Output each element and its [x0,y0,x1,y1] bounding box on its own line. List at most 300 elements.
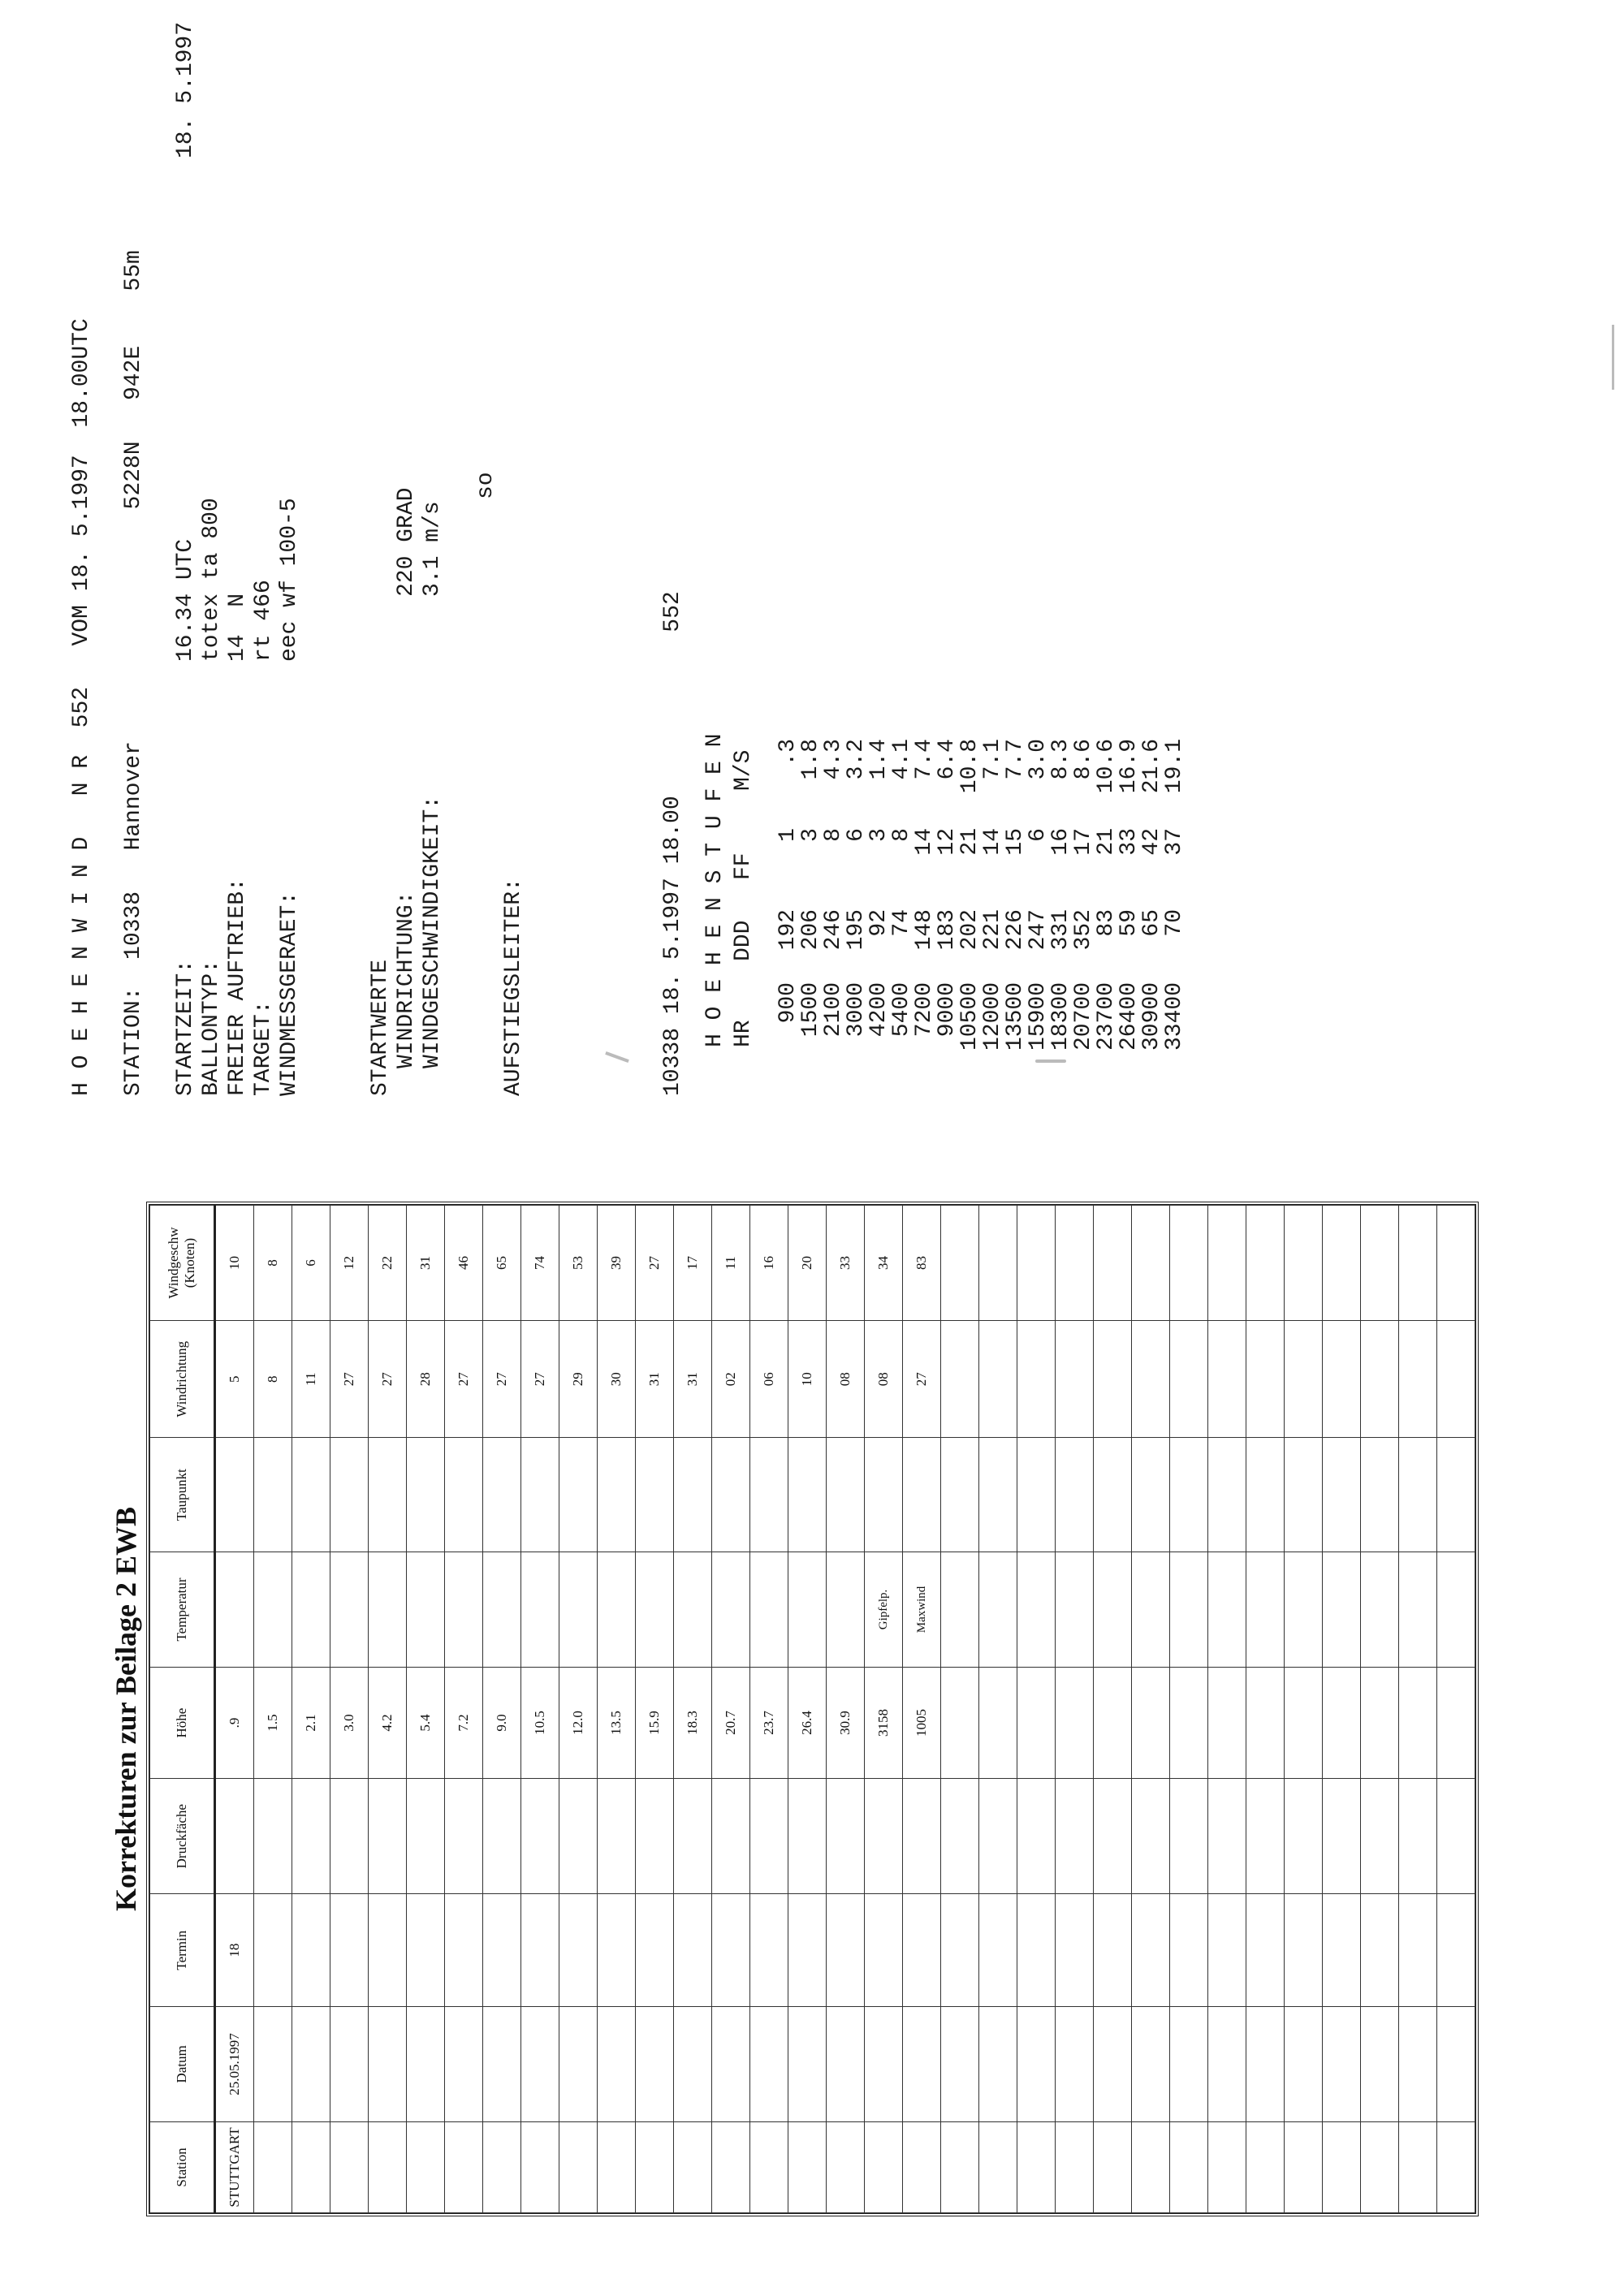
table-cell [445,1778,483,1893]
table-cell: 29 [559,1320,598,1437]
aufstiegsleiter-label: AUFSTIEGSLEITER: [501,878,526,1096]
table-cell: 83 [903,1206,941,1321]
table-cell [598,1894,636,2006]
table-cell [1094,2121,1132,2212]
table-cell [1361,1778,1399,1893]
table-cell [483,2006,521,2121]
table-cell [1323,1206,1361,1321]
table-cell: 31 [407,1206,445,1321]
table-cell: 27 [521,1320,559,1437]
table-row [1132,1206,1170,2213]
table-cell [483,2121,521,2212]
table-cell [1437,1894,1475,2006]
hoehenstufen-cell: 206 [798,909,823,951]
hoehenwind-printout [69,0,1206,1096]
table-cell: 8 [254,1320,292,1437]
hoehenstufen-title: H O E H E N S T U F E N [702,733,728,1047]
table-cell [1285,1778,1323,1893]
table-cell [1208,1438,1246,1552]
table-cell [1361,1552,1399,1667]
table-cell [1323,2121,1361,2212]
table-cell [598,1778,636,1893]
table-cell [636,2006,674,2121]
correction-table [149,1205,1475,2213]
table-cell: 27 [330,1320,369,1437]
table-cell: 10.5 [521,1668,559,1779]
table-cell [1399,2121,1437,2212]
table-cell [483,1894,521,2006]
table-row [636,1206,674,2213]
hoehenstufen-cell: 3 [798,828,823,842]
table-cell [1017,1778,1056,1893]
table-cell [1323,1552,1361,1667]
table-cell [521,1778,559,1893]
table-cell: 2.1 [292,1668,330,1779]
table-row [254,1206,292,2213]
hoehenstufen-cell: 83 [1094,909,1119,937]
table-cell [1017,1668,1056,1779]
table-row [827,1206,865,2213]
table-cell [1246,1778,1285,1893]
table-cell: 27 [483,1320,521,1437]
table-cell [1437,1668,1475,1779]
table-cell: .9 [215,1668,254,1779]
table-cell [750,2121,788,2212]
hoehenstufen-cell: 148 [912,909,937,951]
table-cell [521,2006,559,2121]
table-cell [292,1778,330,1893]
table-cell [407,2121,445,2212]
table-row [1208,1206,1246,2213]
table-cell [1094,1552,1132,1667]
table-cell [445,1552,483,1667]
table-cell [827,2121,865,2212]
table-cell [330,1778,369,1893]
table-cell: 3158 [865,1668,903,1779]
table-cell: 11 [292,1320,330,1437]
table-cell [1361,1320,1399,1437]
table-cell [369,1778,407,1893]
table-cell [521,1438,559,1552]
table-cell: 5.4 [407,1668,445,1779]
printout-field-value: eec wf 100-5 [277,498,302,662]
table-row [903,1206,941,2213]
table-cell [1094,1206,1132,1321]
table-cell [674,1438,712,1552]
table-cell [865,1778,903,1893]
table-row [559,1206,598,2213]
table-cell [750,1552,788,1667]
table-row [865,1206,903,2213]
hoehenstufen-cell: 6.4 [935,739,960,780]
table-row [407,1206,445,2213]
table-cell [712,2121,750,2212]
table-cell [827,1552,865,1667]
hoehenstufen-cell: 4200 [866,982,892,1038]
hoehenstufen-cell: 74 [889,909,914,937]
table-cell [1017,2006,1056,2121]
table-cell [1246,1320,1285,1437]
table-cell [254,1552,292,1667]
table-cell [979,1320,1017,1437]
table-cell [292,2121,330,2212]
hoehenstufen-cell: 23700 [1094,982,1119,1051]
correction-table-frame [146,1202,1479,2216]
hoehenstufen-cell: 6 [1026,828,1051,842]
table-cell [1094,1668,1132,1779]
table-cell [1094,1894,1132,2006]
table-cell [979,1894,1017,2006]
table-cell: 3.0 [330,1668,369,1779]
hoehenstufen-cell: 37 [1162,828,1187,856]
table-cell [788,1552,827,1667]
table-cell: 1.5 [254,1668,292,1779]
table-cell [521,1552,559,1667]
table-cell [1132,1778,1170,1893]
table-cell [330,2121,369,2212]
table-cell [865,1894,903,2006]
table-row [521,1206,559,2213]
table-cell [407,1778,445,1893]
table-cell [369,1552,407,1667]
printout-field-label: TARGET: [251,1000,276,1096]
table-cell: 74 [521,1206,559,1321]
table-cell [1285,1320,1323,1437]
hoehenstufen-cell: 183 [935,909,960,951]
hoehenstufen-cell: 42 [1139,828,1164,856]
table-cell [979,1438,1017,1552]
table-cell [636,2121,674,2212]
table-cell [215,1438,254,1552]
table-cell [941,2006,979,2121]
hoehenstufen-cell: 3000 [844,982,869,1038]
table-cell [1399,1778,1437,1893]
table-cell [979,2006,1017,2121]
table-cell [827,1438,865,1552]
table-cell [636,1438,674,1552]
scan-artifact [1612,325,1614,390]
table-cell [1208,1894,1246,2006]
table-row [1056,1206,1094,2213]
table-cell [1361,2006,1399,2121]
table-cell [788,1778,827,1893]
table-cell [445,1438,483,1552]
table-row [369,1206,407,2213]
table-cell [1323,1668,1361,1779]
table-cell [903,1438,941,1552]
table-cell [1208,1552,1246,1667]
table-cell [1094,1438,1132,1552]
table-cell [827,1778,865,1893]
table-row [1399,1206,1437,2213]
table-cell [1017,1206,1056,1321]
table-cell: 23.7 [750,1668,788,1779]
table-cell: 7.2 [445,1668,483,1779]
table-cell: 27 [369,1320,407,1437]
hoehenstufen-cell: 352 [1071,909,1096,951]
table-cell [445,2006,483,2121]
table-row [445,1206,483,2213]
hoehenstufen-cell: 7200 [912,982,937,1038]
aufstiegsleiter-value: so [473,472,499,499]
table-cell [1437,1206,1475,1321]
table-cell [1361,1894,1399,2006]
hoehenstufen-cell: 246 [821,909,846,951]
table-cell: 02 [712,1320,750,1437]
table-header-cell: Station [150,2121,215,2212]
table-cell [369,1438,407,1552]
table-cell [1132,1206,1170,1321]
table-cell [1399,1438,1437,1552]
table-cell [1132,2006,1170,2121]
table-cell: 25.05.1997 [215,2006,254,2121]
table-cell [1323,1894,1361,2006]
hoehenstufen-cell: 3 [866,828,892,842]
table-cell [979,1552,1017,1667]
table-cell [1208,1668,1246,1779]
table-cell [1437,1552,1475,1667]
table-cell [1361,2121,1399,2212]
table-row [941,1206,979,2213]
table-cell [941,1438,979,1552]
startwerte-label: STARTWERTE [368,959,393,1096]
hoehenstufen-cell: 195 [844,909,869,951]
column-header: DDD [731,920,756,961]
hoehenstufen-cell: 19.1 [1162,739,1187,794]
hoehenstufen-cell: 16 [1048,828,1073,856]
table-cell [1132,1438,1170,1552]
table-cell [1323,1778,1361,1893]
column-header: M/S [731,749,756,791]
table-cell: 1005 [903,1668,941,1779]
table-cell [292,1894,330,2006]
hoehenstufen-cell: 900 [775,982,801,1024]
table-cell [1323,1320,1361,1437]
printout-field-label: FREIER AUFTRIEB: [225,878,250,1096]
table-cell [1208,1320,1246,1437]
hoehenstufen-cell: 14 [912,828,937,856]
column-header: HR [731,1020,756,1047]
table-cell [1017,1320,1056,1437]
table-cell: 30 [598,1320,636,1437]
windgeschw-label: WINDGESCHWINDIGKEIT: [420,795,445,1068]
table-cell [903,2121,941,2212]
table-cell [1285,2121,1323,2212]
table-row [1437,1206,1475,2213]
hoehenstufen-cell: 3.0 [1026,739,1051,780]
table-cell [1094,1778,1132,1893]
table-cell: 46 [445,1206,483,1321]
table-row [712,1206,750,2213]
table-cell [254,1438,292,1552]
hoehenstufen-cell: 30900 [1139,982,1164,1051]
table-cell [1017,1552,1056,1667]
table-cell [1208,1206,1246,1321]
table-cell [1399,1320,1437,1437]
table-header-cell: Datum [150,2006,215,2121]
column-header: FF [731,852,756,880]
table-cell: 31 [674,1320,712,1437]
table-cell [1056,2006,1094,2121]
table-cell [559,1438,598,1552]
hoehenstufen-cell: 13500 [1003,982,1028,1051]
windrichtung-value: 220 GRAD [394,487,419,597]
table-cell [1323,2006,1361,2121]
hoehenstufen-cell: 21.6 [1139,739,1164,794]
hoehenstufen-cell: 15900 [1026,982,1051,1051]
table-cell [254,1894,292,2006]
table-row [598,1206,636,2213]
table-cell [330,2006,369,2121]
table-cell [941,1206,979,1321]
hoehenstufen-cell: 10500 [957,982,983,1051]
table-cell: 39 [598,1206,636,1321]
printout-field-label: WINDMESSGERAET: [277,891,302,1096]
printout-field-value: 16.34 UTC [173,538,198,662]
table-cell [1285,2006,1323,2121]
table-cell [1056,1552,1094,1667]
hoehenstufen-cell: 226 [1003,909,1028,951]
table-cell [598,2006,636,2121]
table-cell [941,1778,979,1893]
table-cell [674,2121,712,2212]
printout-field-extra: 18. 5.1997 [173,21,198,158]
table-row [1170,1206,1208,2213]
hoehenstufen-cell: 6 [844,828,869,842]
table-cell [1399,1894,1437,2006]
table-cell [1361,1438,1399,1552]
table-row [979,1206,1017,2213]
report-line: 10338 18. 5.1997 18.00 552 [660,591,685,1096]
hoehenstufen-cell: 12 [935,828,960,856]
hoehenstufen-cell: 12000 [980,982,1005,1051]
table-row [330,1206,369,2213]
table-cell [712,1894,750,2006]
table-cell [979,2121,1017,2212]
table-cell: 18 [215,1894,254,2006]
table-header-cell: Druckfäche [150,1778,215,1893]
table-cell [1285,1438,1323,1552]
table-cell: 08 [865,1320,903,1437]
table-cell [712,2006,750,2121]
hoehenstufen-cell: 16.9 [1116,739,1142,794]
table-cell [636,1778,674,1893]
table-cell: 27 [445,1320,483,1437]
table-header-cell: Taupunkt [150,1438,215,1552]
table-cell [750,1778,788,1893]
table-cell [598,1438,636,1552]
table-cell: 12.0 [559,1668,598,1779]
windrichtung-label: WINDRICHTUNG: [394,891,419,1068]
table-cell [330,1894,369,2006]
hoehenstufen-cell: 4.1 [889,739,914,780]
table-cell: 08 [827,1320,865,1437]
table-cell [598,2121,636,2212]
hoehenstufen-cell: 92 [866,909,892,937]
correction-form [89,1202,1510,2216]
table-cell: 20 [788,1206,827,1321]
table-cell [903,1778,941,1893]
hoehenstufen-cell: 5400 [889,982,914,1038]
table-cell [1285,1552,1323,1667]
table-cell [865,2006,903,2121]
hoehenstufen-cell: 192 [775,909,801,951]
table-cell [1132,1320,1170,1437]
table-cell: 27 [903,1320,941,1437]
table-cell [865,1438,903,1552]
table-cell [1056,2121,1094,2212]
hoehenstufen-cell: .3 [775,739,801,766]
table-cell [1399,2006,1437,2121]
table-cell [1399,1206,1437,1321]
table-cell [1132,1894,1170,2006]
hoehenstufen-cell: 70 [1162,909,1187,937]
table-cell [1170,2121,1208,2212]
table-cell: 9.0 [483,1668,521,1779]
table-cell [1246,1438,1285,1552]
table-cell [979,1778,1017,1893]
table-cell: 31 [636,1320,674,1437]
windgeschw-value: 3.1 m/s [420,501,445,597]
table-cell: 8 [254,1206,292,1321]
table-cell [1017,2121,1056,2212]
table-cell [1361,1206,1399,1321]
table-cell [827,2006,865,2121]
hoehenstufen-cell: 331 [1048,909,1073,951]
table-cell [1246,1894,1285,2006]
table-cell [330,1552,369,1667]
table-cell [1017,1894,1056,2006]
table-cell: 16 [750,1206,788,1321]
table-header-cell: Windrichtung [150,1320,215,1437]
table-cell: 11 [712,1206,750,1321]
table-header-cell: Höhe [150,1668,215,1779]
table-row [483,1206,521,2213]
table-cell [979,1206,1017,1321]
table-cell [1208,1778,1246,1893]
table-cell [903,2006,941,2121]
hoehenstufen-cell: 1.8 [798,739,823,780]
table-cell [712,1552,750,1667]
table-cell [750,2006,788,2121]
table-cell: 65 [483,1206,521,1321]
table-cell [292,2006,330,2121]
hoehenstufen-cell: 10.8 [957,739,983,794]
table-cell [1437,1438,1475,1552]
table-cell [1017,1438,1056,1552]
printout-title: H O E H E N W I N D N R 552 VOM 18. 5.1997 18.00UTC [69,318,94,1096]
table-cell [1285,1206,1323,1321]
hoehenstufen-cell: 1 [775,828,801,842]
table-cell [1132,1552,1170,1667]
table-cell: 26.4 [788,1668,827,1779]
table-cell: 17 [674,1206,712,1321]
hoehenstufen-cell: 59 [1116,909,1142,937]
table-cell [483,1552,521,1667]
table-cell: 20.7 [712,1668,750,1779]
table-cell [903,1894,941,2006]
table-cell [1094,1320,1132,1437]
table-cell [215,1552,254,1667]
table-header-cell: Windgeschw (Knoten) [150,1206,215,1321]
table-cell [1285,1894,1323,2006]
table-cell [788,2006,827,2121]
hoehenstufen-cell: 1500 [798,982,823,1038]
table-cell [1323,1438,1361,1552]
hoehenstufen-cell: 33 [1116,828,1142,856]
table-row [750,1206,788,2213]
table-cell [1056,1894,1094,2006]
